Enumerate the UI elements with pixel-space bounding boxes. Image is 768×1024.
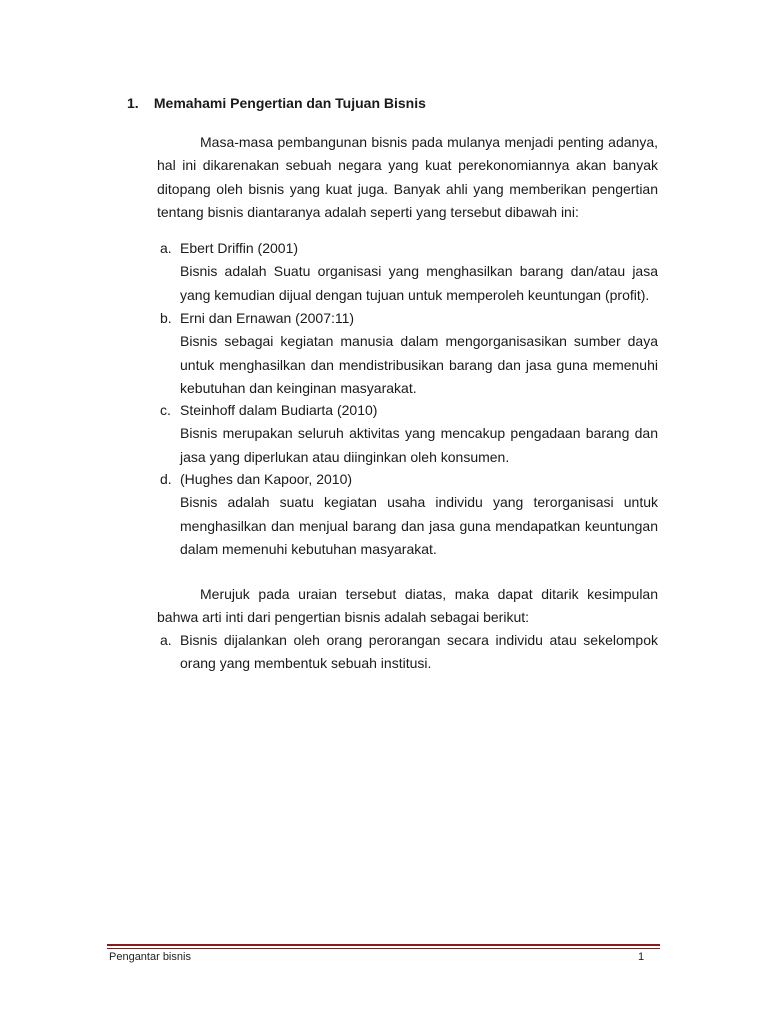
definition-line: menghasilkan dan menjual barang dan jasa guna mendapatkan keuntungan xyxy=(180,517,658,534)
point-text xyxy=(180,629,658,676)
definition-line: kebutuhan dan keinginan masyarakat. xyxy=(180,379,417,396)
definition-text xyxy=(180,260,658,307)
point-marker: a. xyxy=(160,632,172,648)
conclusion-line: Merujuk pada uraian tersebut diatas, maka dapat ditarik kesimpulan xyxy=(200,586,658,602)
definition-text xyxy=(180,330,658,400)
definition-line: Bisnis adalah Suatu organisasi yang menghasilkan barang dan/atau jasa xyxy=(180,263,658,280)
definition-text xyxy=(180,422,658,469)
definition-marker: a. xyxy=(160,240,172,256)
footer-rule-thin xyxy=(107,948,660,949)
intro-paragraph xyxy=(157,131,658,224)
definition-line: Bisnis merupakan seluruh aktivitas yang mencakup pengadaan barang dan xyxy=(180,425,658,442)
section-heading xyxy=(127,95,426,111)
definition-line: dalam memenuhi kebutuhan masyarakat. xyxy=(180,540,437,557)
definition-line: untuk menghasilkan dan mendistribusikan barang dan jasa guna memenuhi xyxy=(180,356,658,373)
section-number: 1. xyxy=(127,95,139,111)
definition-source: Erni dan Ernawan (2007:11) xyxy=(180,310,355,326)
footer-title: Pengantar bisnis xyxy=(109,951,191,963)
definition-text xyxy=(180,491,658,561)
definition-source: (Hughes dan Kapoor, 2010) xyxy=(180,471,353,487)
intro-line: tentang bisnis diantaranya adalah seperti yang tersebut dibawah ini: xyxy=(157,203,579,220)
point-line: orang yang membentuk sebuah institusi. xyxy=(180,655,432,672)
definition-line: yang kemudian dijual dengan tujuan untuk memperoleh keuntungan (profit). xyxy=(180,286,650,303)
point-line: Bisnis dijalankan oleh orang perorangan secara individu atau sekelompok xyxy=(180,632,658,648)
conclusion-paragraph xyxy=(157,583,658,630)
section-title: Memahami Pengertian dan Tujuan Bisnis xyxy=(153,95,426,111)
definition-line: jasa yang diperlukan atau diinginkan oleh konsumen. xyxy=(180,448,510,465)
definition-marker: c. xyxy=(160,402,171,418)
definition-source: Steinhoff dalam Budiarta (2010) xyxy=(180,402,378,418)
intro-line: Masa-masa pembangunan bisnis pada mulanya menjadi penting adanya, xyxy=(200,134,658,150)
definition-line: Bisnis sebagai kegiatan manusia dalam mengorganisasikan sumber daya xyxy=(180,333,658,350)
definition-marker: b. xyxy=(160,310,172,326)
definition-marker: d. xyxy=(160,471,172,487)
intro-line: hal ini dikarenakan sebuah negara yang kuat perekonomiannya akan banyak xyxy=(157,157,658,174)
definition-line: Bisnis adalah suatu kegiatan usaha individu yang terorganisasi untuk xyxy=(180,494,658,511)
conclusion-line: bahwa arti inti dari pengertian bisnis adalah sebagai berikut: xyxy=(157,609,530,626)
intro-line: ditopang oleh bisnis yang kuat juga. Banyak ahli yang memberikan pengertian xyxy=(157,180,658,197)
definition-source: Ebert Driffin (2001) xyxy=(180,240,299,256)
footer-rule xyxy=(107,944,660,946)
page-number: 1 xyxy=(638,951,645,963)
